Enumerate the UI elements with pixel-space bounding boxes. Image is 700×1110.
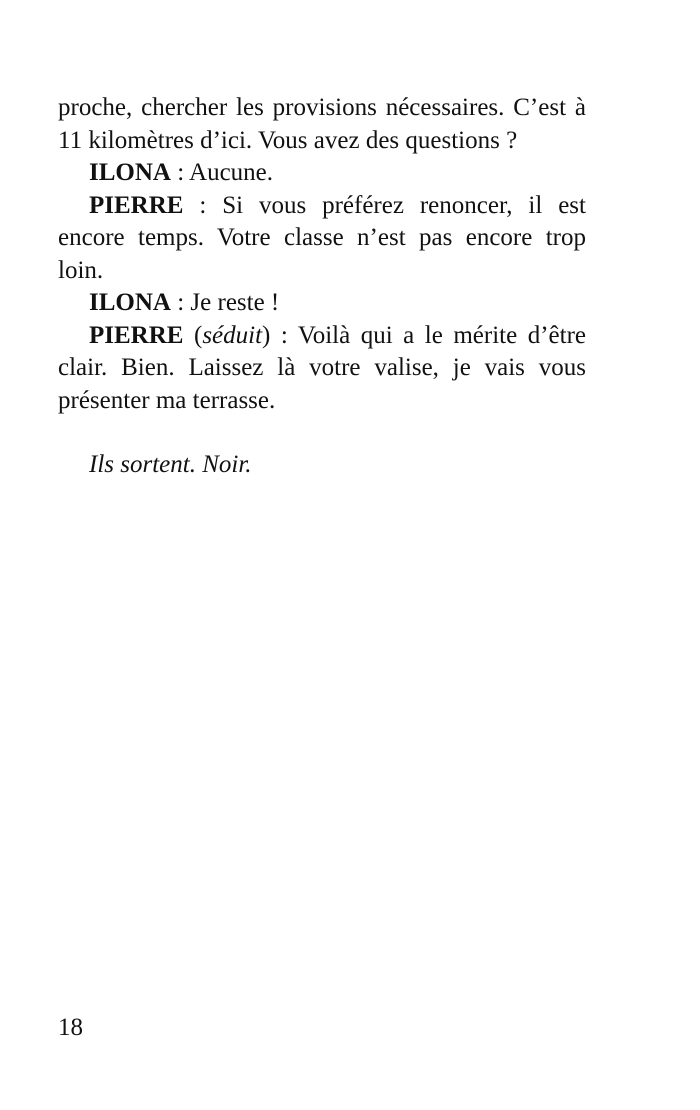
dialogue-line-ilona-1 [58, 157, 586, 190]
closing-stage-direction: Ils sortent. Noir. [89, 451, 252, 478]
dialogue-line-ilona-2 [58, 287, 586, 320]
dialogue-text: : Aucune. [170, 159, 274, 186]
dialogue-line-pierre-1 [58, 190, 586, 288]
book-page-text [58, 92, 586, 482]
paragraph-continuation [58, 92, 586, 157]
speaker-pierre: PIERRE [89, 321, 184, 349]
speaker-ilona: ILONA [89, 159, 171, 186]
dialogue-text: : Je reste ! [170, 289, 280, 316]
continuation-text: proche, chercher les provisions nécessaires. C’est à 11 kilomètres d’ici. Vous avez des questions ? [58, 94, 586, 154]
dialogue-text: ) : Voilà qui a le mérite d’être clair. Bien. Laissez là votre valise, je vais vous présenter ma terrasse. [58, 321, 586, 414]
stage-direction-inline: séduit [202, 321, 263, 349]
paren-open: ( [183, 321, 203, 349]
page-number: 18 [58, 1014, 83, 1041]
speaker-ilona: ILONA [89, 289, 171, 316]
dialogue-text: : Si vous préférez renoncer, il est encore temps. Votre classe n’est pas encore trop loin. [58, 191, 586, 284]
dialogue-line-pierre-2 [58, 320, 586, 418]
speaker-pierre: PIERRE [89, 191, 184, 219]
